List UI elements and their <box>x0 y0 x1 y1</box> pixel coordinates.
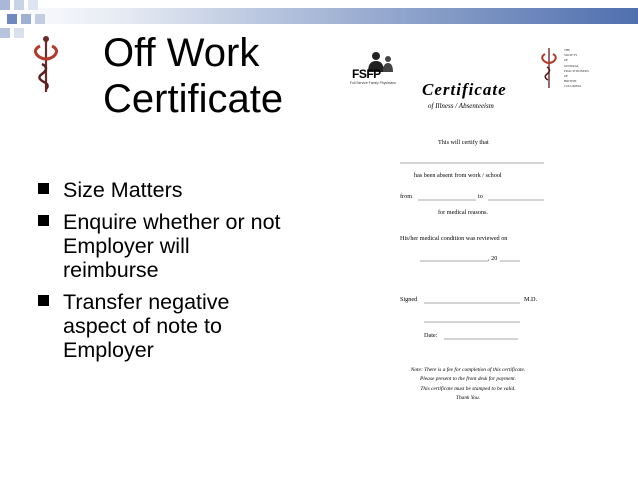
society-logo <box>28 34 66 96</box>
cert-signed-label: Signed <box>400 296 418 303</box>
cert-line-5: His/her medical condition was reviewed on <box>400 235 508 242</box>
society-name <box>564 48 589 90</box>
cert-from-label: from <box>400 193 413 200</box>
society-line: OF <box>564 58 569 63</box>
bullet-list <box>38 178 288 370</box>
cert-date-label: Date: <box>424 332 438 339</box>
fsfp-subtitle: Full Service Family Physicians <box>350 81 396 85</box>
title-line-1: Off Work <box>103 31 260 75</box>
bullet-icon <box>38 295 49 306</box>
header-bar <box>0 8 638 24</box>
bullet-text: Enquire whether or not Employer will reimburse <box>63 210 281 282</box>
cert-year-label: , 20 <box>488 255 498 262</box>
note-line: This certificate must be stamped to be valid. <box>420 385 516 392</box>
cert-line-2: has been absent from work / school <box>414 172 502 179</box>
society-line: BRITISH <box>564 79 577 84</box>
deco-square <box>7 14 17 24</box>
certificate-subtitle: of Illness / Absenteeism <box>428 102 494 110</box>
slide-title <box>103 30 283 122</box>
society-small-logo <box>538 46 560 90</box>
blank-line <box>400 162 544 164</box>
blank-line <box>418 199 476 201</box>
blank-line <box>424 321 520 323</box>
blank-line <box>444 338 518 340</box>
cert-line-1: This will certify that <box>438 139 489 146</box>
deco-square <box>0 0 10 10</box>
bullet-item <box>38 290 288 362</box>
certificate-title: Certificate <box>422 80 507 99</box>
note-line: Thank You. <box>455 395 481 402</box>
deco-square <box>14 0 24 10</box>
certificate-image <box>348 44 589 414</box>
note-line: Please present to the front desk for payment. <box>419 376 516 383</box>
bullet-icon <box>38 183 49 194</box>
society-line: THE <box>564 48 571 52</box>
fsfp-logo-text: FSFP <box>352 67 381 81</box>
cert-md-label: M.D. <box>524 296 538 303</box>
cert-to-label: to <box>478 193 483 200</box>
bullet-item <box>38 178 288 202</box>
deco-square <box>35 14 45 24</box>
society-line: OF <box>564 74 569 79</box>
cert-line-4: for medical reasons. <box>438 209 488 216</box>
certificate-note <box>370 366 566 404</box>
deco-square <box>21 14 31 24</box>
blank-line <box>488 199 544 201</box>
note-line: Note: There is a fee for completion of this certificate. <box>410 367 526 373</box>
blank-line <box>424 302 520 304</box>
society-line: GENERAL <box>564 63 579 68</box>
blank-line <box>420 260 488 262</box>
blank-line <box>500 260 520 262</box>
bullet-icon <box>38 215 49 226</box>
bullet-text: Size Matters <box>63 178 183 202</box>
bullet-item <box>38 210 288 282</box>
deco-square <box>14 28 24 38</box>
deco-square <box>0 28 10 38</box>
deco-square <box>28 0 38 10</box>
society-line: SOCIETY <box>564 53 578 58</box>
society-line: COLUMBIA <box>564 84 582 89</box>
society-line: PRACTITIONERS <box>564 68 589 73</box>
bullet-text: Transfer negative aspect of note to Employer <box>63 290 230 362</box>
title-line-2: Certificate <box>103 77 284 121</box>
